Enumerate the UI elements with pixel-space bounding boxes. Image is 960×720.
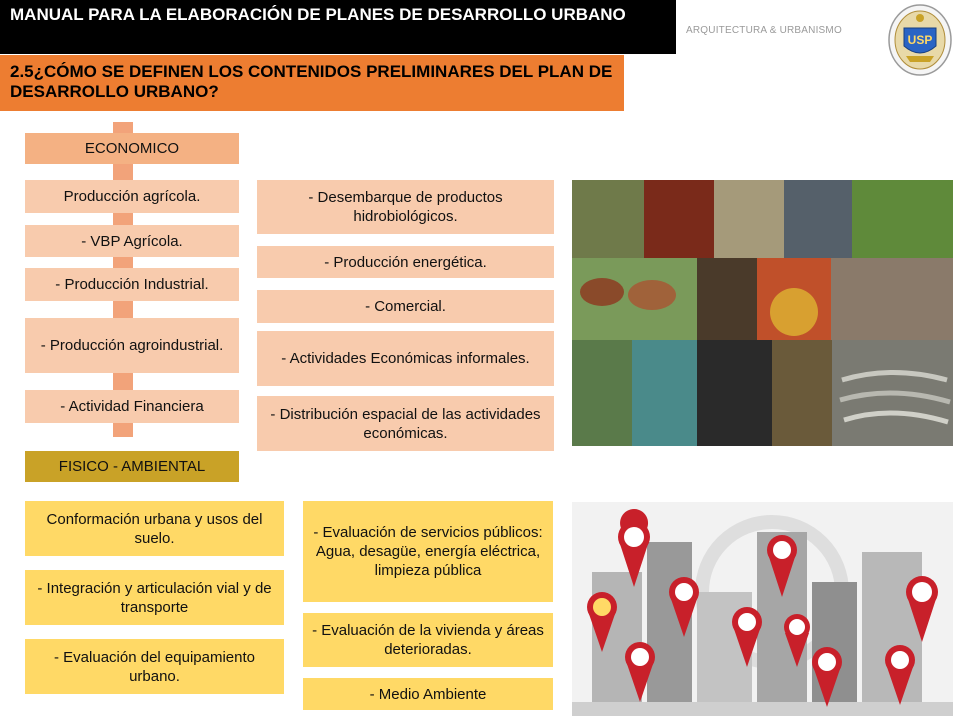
shield-logo-icon: [886, 2, 954, 78]
economico-item: - Actividad Financiera: [25, 390, 239, 423]
fisico-item: Conformación urbana y usos del suelo.: [25, 501, 284, 556]
economico-right-item: - Actividades Económicas informales.: [257, 331, 554, 386]
university-logo: [886, 2, 954, 78]
fisico-right-item: - Evaluación de servicios públicos: Agua, desagüe, energía eléctrica, limpieza pública: [303, 501, 553, 602]
economico-right-item: - Desembarque de productos hidrobiológicos.: [257, 180, 554, 234]
brand-label: ARQUITECTURA & URBANISMO: [686, 25, 842, 36]
economic-activities-collage: [572, 180, 953, 446]
economico-item: Producción agrícola.: [25, 180, 239, 213]
economico-right-item: - Distribución espacial de las actividades económicas.: [257, 396, 554, 451]
economico-item: - Producción agroindustrial.: [25, 318, 239, 373]
economico-item: - VBP Agrícola.: [25, 225, 239, 257]
urban-services-infographic: [572, 502, 953, 716]
fisico-item: - Evaluación del equipamiento urbano.: [25, 639, 284, 694]
main-title: MANUAL PARA LA ELABORACIÓN DE PLANES DE DESARROLLO URBANO: [0, 0, 676, 54]
fisico-right-item: - Evaluación de la vivienda y áreas deterioradas.: [303, 613, 553, 667]
economico-right-item: - Producción energética.: [257, 246, 554, 278]
economico-item: - Producción Industrial.: [25, 268, 239, 301]
fisico-item: - Integración y articulación vial y de transporte: [25, 570, 284, 625]
fisico-heading: FISICO - AMBIENTAL: [25, 451, 239, 482]
economico-heading: ECONOMICO: [25, 133, 239, 164]
economico-right-item: - Comercial.: [257, 290, 554, 323]
section-subtitle: 2.5¿CÓMO SE DEFINEN LOS CONTENIDOS PRELIMINARES DEL PLAN DE DESARROLLO URBANO?: [0, 55, 624, 111]
fisico-right-item: - Medio Ambiente: [303, 678, 553, 710]
svg-text:USP: USP: [907, 33, 933, 47]
